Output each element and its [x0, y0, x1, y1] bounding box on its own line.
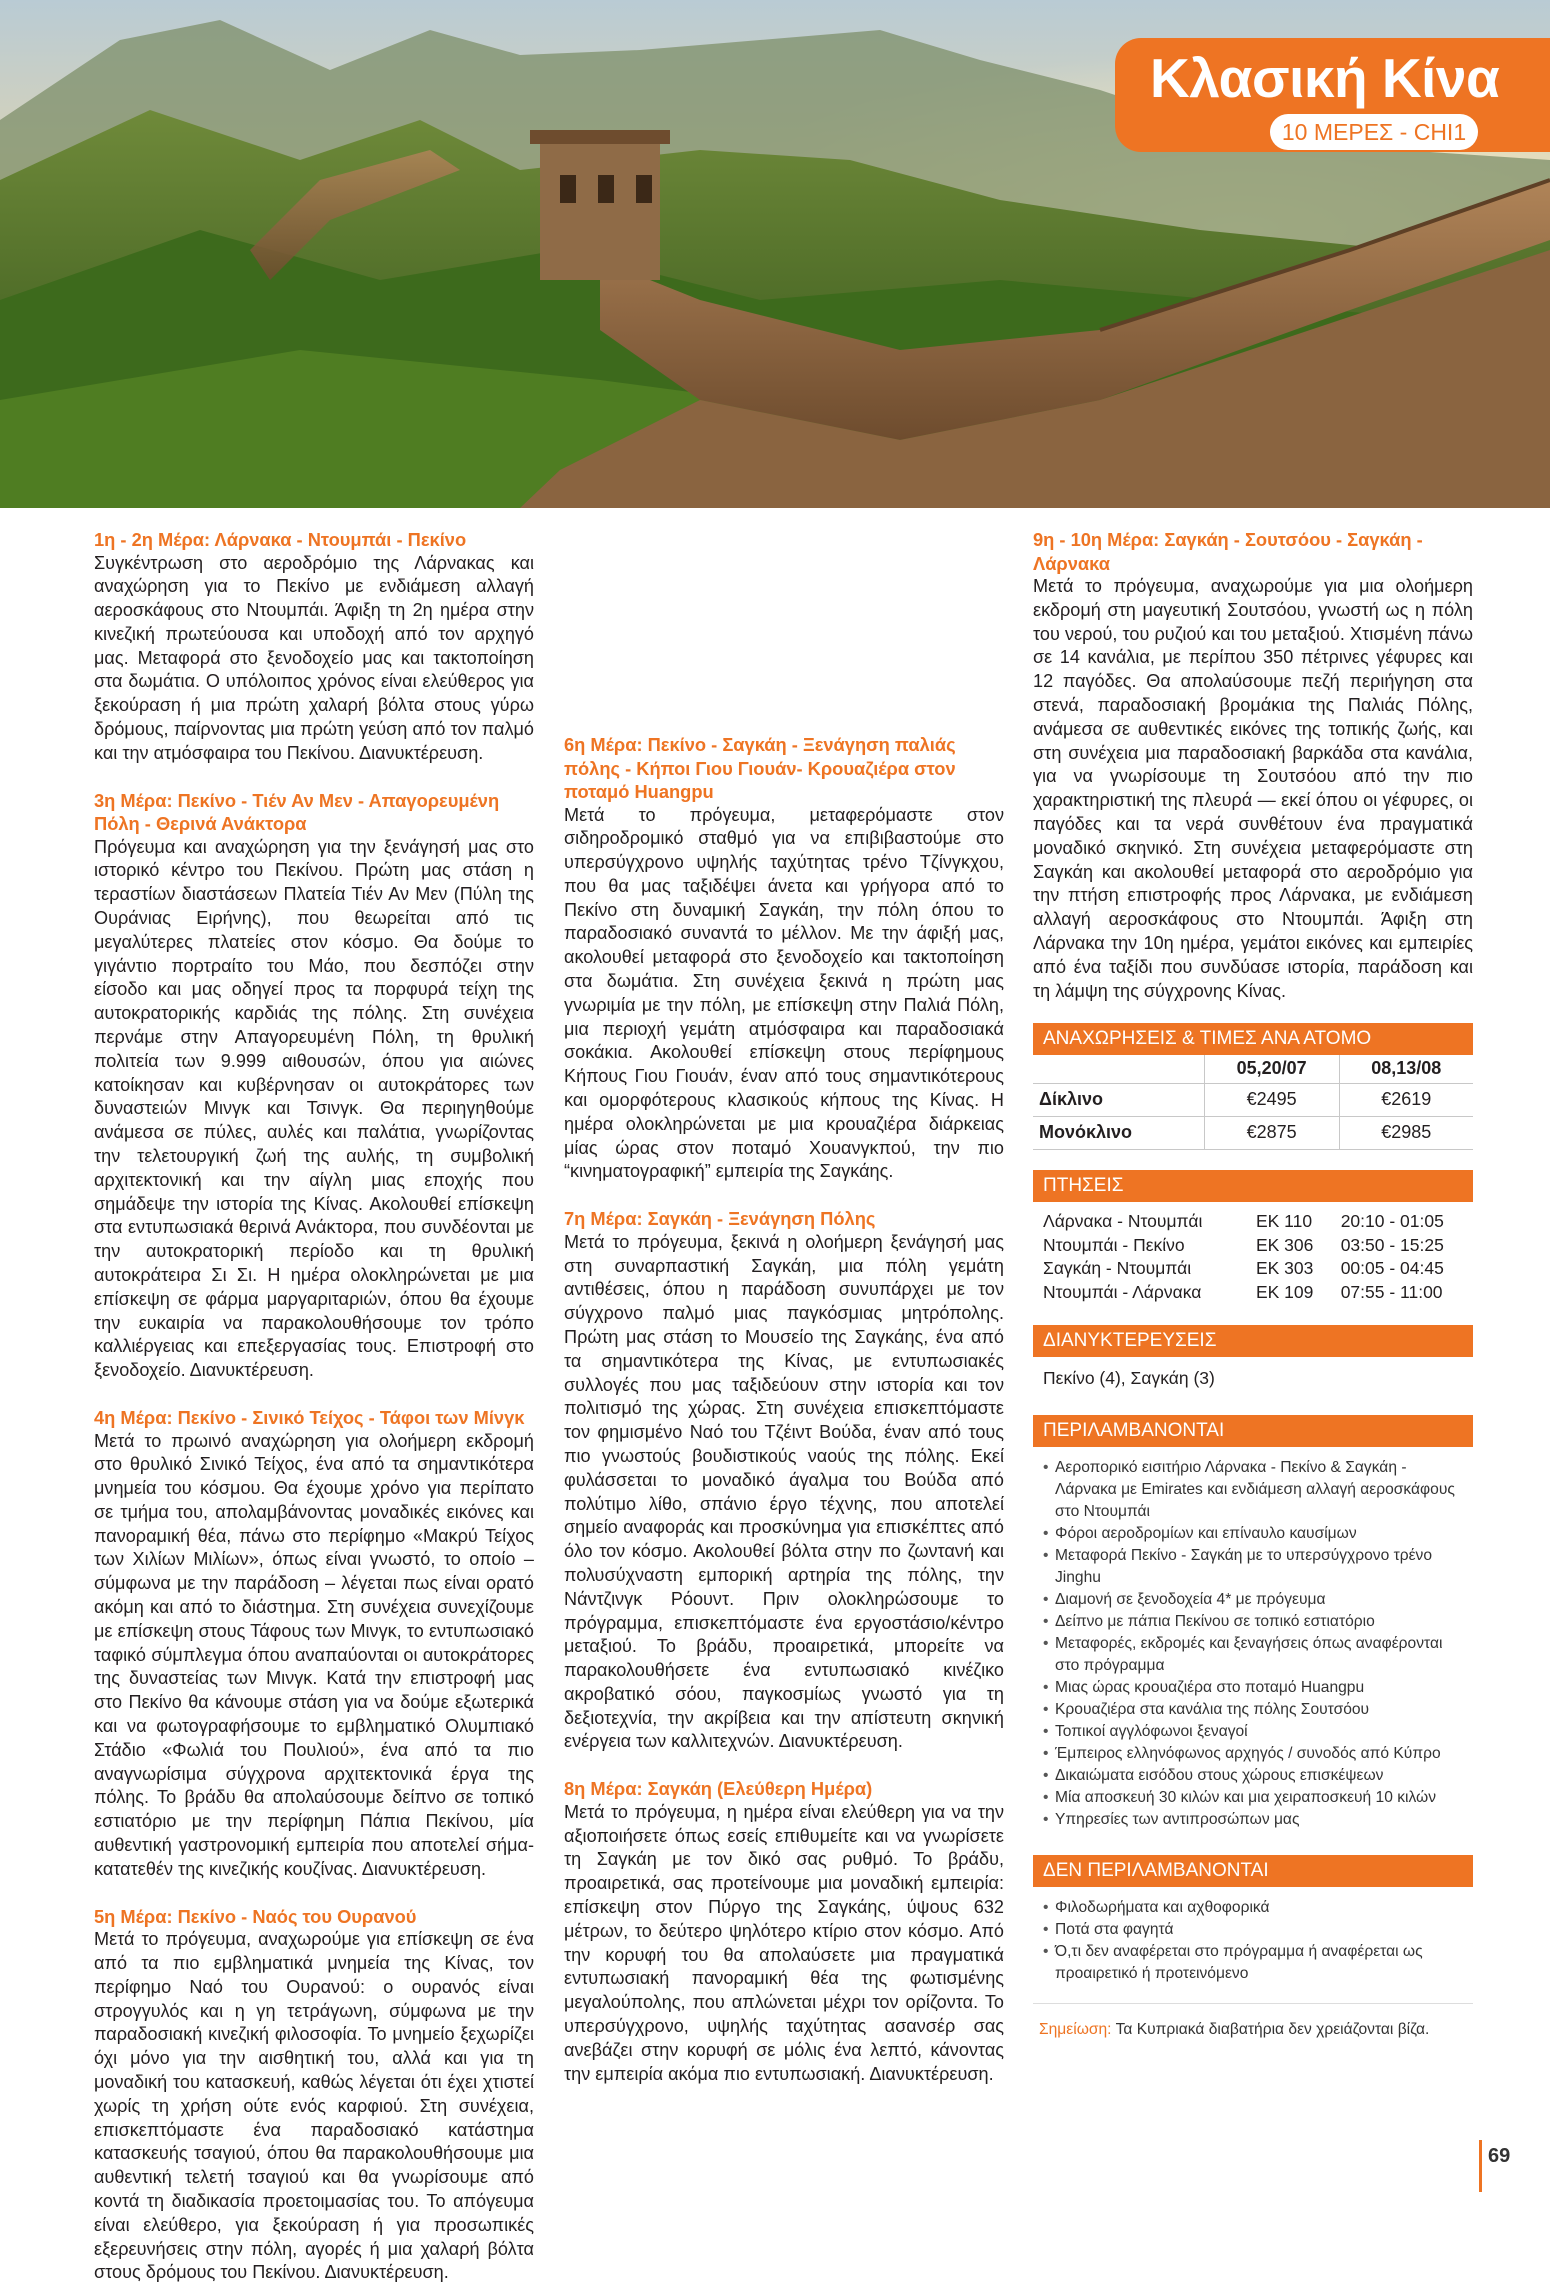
day-3-text: Πρόγευμα και αναχώρηση για την ξενάγησή μας στο ιστορικό κέντρο του Πεκίνου. Πρώτη μας στάση η τεραστίων διαστάσεων Πλατεία Τιέν Αν Μεν (Πύλη της Ουράνιας Ειρήνης), που θεωρείται από τις μεγαλύτερες πλατείες στον κόσμο. Θα δούμε το γιγάντιο πορτραίτο του Μάο, που δεσπόζει στην είσοδο και μας οδηγεί προς τα πορφυρά τείχη της αυτοκρατορικής καρδιάς της πόλης. Στη συνέχεια περνάμε στην Απαγορευμένη Πόλη, τη θρυλική πολιτεία των 9.999 αιθουσών, όπου για αιώνες κατοίκησαν και κυβέρνησαν οι αυτοκράτορες των δυναστειών Μινγκ και Τσινγκ. Θα περιηγηθούμε ανάμεσα σε πύλες, αυλές και παλάτια, γνωρίζοντας την τελετουργική ζωή της αυλής, τη συμβολική αρχιτεκτονική και την αίγλη μιας εποχής που σημάδεψε την ιστορία της Κίνας. Ακολουθεί επίσκεψη στα εντυπωσιακά θερινά Ανάκτορα, που συνδέονται με την αυτοκρατορική περίοδο και τη θρυλική αυτοκράτειρα Σι Σι. Η ημέρα ολοκληρώνεται με μια επίσκεψη σε φάρμα μαργαριταριών, όπου θα έχουμε την ευκαιρία να παρακολουθήσουμε τον τρόπο καλλιέργειας και επεξεργασίας τους. Επιστροφή στο ξενοδοχείο. Διανυκτέρευση.: [94, 836, 534, 1381]
price-value: €2875: [1204, 1116, 1339, 1149]
page-title: Κλασική Κίνα: [1150, 47, 1500, 109]
flight-row: [1033, 1234, 1473, 1258]
included-item: • Μιας ώρας κρουαζιέρα στο ποταμό Huangpu: [1043, 1677, 1465, 1699]
day-6-text: Μετά το πρόγευμα, μεταφερόμαστε στον σιδηροδρομικό σταθμό για να επιβιβαστούμε στο υπερσύγχρονο υψηλής ταχύτητας τρένο Τζίνγκχου, που θα μας ταξιδέψει άνετα και γρήγορα από το Πεκίνο στη δυναμική Σαγκάη, την πόλη όπου το παραδοσιακό συναντά το μέλλον. Με την άφιξή μας, ακολουθεί μεταφορά στο ξενοδοχείο και τακτοποίηση στα δωμάτια. Στη συνέχεια ξεκινά η πρώτη μας γνωριμία με την πόλη, με επίσκεψη στην Παλιά Πόλη, μια περιοχή γεμάτη ατμόσφαιρα και παραδοσιακά σοκάκια. Ακολουθεί επίσκεψη στους περίφημους Κήπους Γιου Γιουάν, έναν από τους σημαντικότερους και ομορφότερους κλασικούς κήπους της Κίνας. Η ημέρα ολοκληρώνεται με μια κρουαζιέρα διάρκειας μίας ώρας στον ποταμό Χουανγκπού, την πιο “κινηματογραφική” εμπειρία της Σαγκάης.: [564, 804, 1004, 1182]
day-1-2-heading: 1η - 2η Μέρα: Λάρνακα - Ντουμπάι - Πεκίνο: [94, 529, 467, 550]
price-row: [1033, 1083, 1473, 1116]
flight-row: [1033, 1257, 1473, 1281]
included-item: • Τοπικοί αγγλόφωνοι ξεναγοί: [1043, 1721, 1465, 1743]
day-7-heading: 7η Μέρα: Σαγκάη - Ξενάγηση Πόλης: [564, 1208, 876, 1230]
day-5-text: Μετά το πρόγευμα, αναχωρούμε για επίσκεψη σε ένα από τα πιο εμβληματικά μνημεία της Κίνας, τον περίφημο Ναό του Ουρανού: ο ουρανός είναι στρογγυλός και η γη τετράγωνη, σύμφωνα με την παραδοσιακή κινεζική φιλοσοφία. Το μνημείο ξεχωρίζει όχι μόνο για την αισθητική του, αλλά και για τη μοναδική του κατασκευή, καθώς λέγεται ότι έχει χτιστεί χωρίς τη χρήση ούτε ενός καρφιού. Στη συνέχεια, επισκεπτόμαστε ένα παραδοσιακό κατάστημα κατασκευής τσαγιού, όπου θα παρακολουθήσουμε μια αυθεντική τελετή τσαγιού και θα γνωρίσουμε από κοντά τη διαδικασία προετοιμασίας του. Το απόγευμα είναι ελεύθερο, για ξεκούραση ή για προσωπικές εξερευνήσεις στην πόλη, αγορές ή μια χαλαρή βόλτα στους δρόμους του Πεκίνου. Διανυκτέρευση.: [94, 1929, 534, 2283]
prices-heading: ΑΝΑΧΩΡΗΣΕΙΣ & ΤΙΜΕΣ ΑΝΑ ΑΤΟΜΟ: [1033, 1023, 1473, 1055]
day-3-heading: 3η Μέρα: Πεκίνο - Τιέν Αν Μεν - Απαγορευμένη Πόλη - Θερινά Ανάκτορα: [94, 789, 500, 835]
flight-time: 20:10 - 01:05: [1340, 1210, 1444, 1231]
flight-code: EK 306: [1255, 1234, 1314, 1255]
flight-time: 07:55 - 11:00: [1340, 1282, 1443, 1303]
included-item: • Φόροι αεροδρομίων και επίναυλο καυσίμων: [1043, 1523, 1465, 1545]
included-item: • Μία αποσκευή 30 κιλών και μια χειραποσκευή 10 κιλών: [1043, 1787, 1465, 1809]
excluded-item: • Ό,τι δεν αναφέρεται στο πρόγραμμα ή αναφέρεται ως προαιρετικό ή προτεινόμενο: [1043, 1941, 1465, 1985]
excluded-item: • Ποτά στα φαγητά: [1043, 1919, 1465, 1941]
nights-text: Πεκίνο (4), Σαγκάη (3): [1043, 1368, 1215, 1389]
included-item: • Κρουαζιέρα στα κανάλια της πόλης Σουτσόου: [1043, 1699, 1465, 1721]
included-item: • Μεταφορές, εκδρομές και ξεναγήσεις όπως αναφέρονται στο πρόγραμμα: [1043, 1633, 1465, 1677]
included-list: [1033, 1447, 1473, 1835]
included-item: • Δικαιώματα εισόδου στους χώρους επισκέψεων: [1043, 1765, 1465, 1787]
visa-note: [1033, 2003, 1473, 2042]
price-header-row: [1033, 1055, 1473, 1083]
flight-route: Σαγκάη - Ντουμπάι: [1043, 1258, 1192, 1279]
flights-table: [1033, 1210, 1473, 1305]
flight-row: [1033, 1210, 1473, 1234]
flight-route: Ντουμπάι - Λάρνακα: [1043, 1282, 1202, 1303]
flight-time: 00:05 - 04:45: [1340, 1258, 1444, 1279]
day-9-10-heading: 9η - 10η Μέρα: Σαγκάη - Σουτσόου - Σαγκάη - Λάρνακα: [1033, 529, 1423, 574]
included-heading: ΠΕΡΙΛΑΜΒΑΝΟΝΤΑΙ: [1033, 1415, 1473, 1447]
itinerary-column-1: [94, 528, 534, 2285]
excluded-list: [1033, 1887, 1473, 1989]
price-date-1: 05,20/07: [1204, 1055, 1339, 1083]
note-text: Τα Κυπριακά διαβατήρια δεν χρειάζονται βίζα.: [1111, 2020, 1430, 2038]
nights-heading: ΔΙΑΝΥΚΤΕΡΕΥΣΕΙΣ: [1033, 1325, 1473, 1357]
flights-heading: ΠΤΗΣΕΙΣ: [1033, 1170, 1473, 1202]
day-5-heading: 5η Μέρα: Πεκίνο - Ναός του Ουρανού: [94, 1905, 417, 1927]
day-4-heading: 4η Μέρα: Πεκίνο - Σινικό Τείχος - Τάφοι των Μίνγκ: [94, 1407, 525, 1428]
included-item: • Έμπειρος ελληνόφωνος αρχηγός / συνοδός από Κύπρο: [1043, 1743, 1465, 1765]
flight-code: EK 303: [1255, 1258, 1314, 1279]
note-label: Σημείωση:: [1039, 2020, 1112, 2038]
day-1-2-text: Συγκέντρωση στο αεροδρόμιο της Λάρνακας και αναχώρηση για το Πεκίνο με ενδιάμεση αλλαγή αεροσκάφους στο Ντουμπάι. Άφιξη τη 2η ημέρα στην κινεζική πρωτεύουσα και υποδοχή από τον αρχηγό μας. Μεταφορά στο ξενοδοχείο μας και τακτοποίηση στα δωμάτια. Ο υπόλοιπος χρόνος είναι ελεύθερος για ξεκούραση ή μια πρώτη χαλαρή βόλτα στους γύρω δρόμους, παίρνοντας μια πρώτη γεύση από τον παλμό και την ατμόσφαιρα του Πεκίνου. Διανυκτέρευση.: [94, 552, 534, 763]
day-8-heading: 8η Μέρα: Σαγκάη (Ελεύθερη Ημέρα): [564, 1778, 873, 1800]
day-8-text: Μετά το πρόγευμα, η ημέρα είναι ελεύθερη για να την αξιοποιήσετε όπως εσείς επιθυμείτε και να γνωρίσετε τη Σαγκάη με τον δικό σας ρυθμό. Το βράδυ, προαιρετικά, σας προτείνουμε μια μοναδική εμπειρία: επίσκεψη στον Πύργο της Σαγκάης, ύψους 632 μέτρων, το δεύτερο ψηλότερο κτίριο στον κόσμο. Από την κορυφή του θα απολαύσετε μια πραγματικά εντυπωσιακή πανοραμική θέα της φωτισμένης μεγαλούπολης, που απλώνεται μέχρι τον ορίζοντα. Το υπερσύγχρονο, υψηλής ταχύτητας ασανσέρ σας ανεβάζει στην κορυφή σε μόλις ένα λεπτό, κάνοντας την εμπειρία ακόμα πιο εντυπωσιακή. Διανυκτέρευση.: [564, 1801, 1004, 2084]
price-row: [1033, 1116, 1473, 1149]
page-number-bar: [1479, 2140, 1482, 2192]
day-4-text: Μετά το πρωινό αναχώρηση για ολοήμερη εκδρομή στο θρυλικό Σινικό Τείχος, ένα από τα σημαντικότερα μνημεία του κόσμου. Θα έχουμε χρόνο για περίπατο σε τμήμα του, απολαμβάνοντας μοναδικές εικόνες και πανοραμική θέα, πάνω στο περίφημο «Μακρύ Τείχος των Χιλίων Μιλίων», όπως είναι γνωστό, το οποίο – σύμφωνα με την παράδοση – λέγεται πως είναι ορατό ακόμη και από το διάστημα. Στη συνέχεια συνεχίζουμε με επίσκεψη στους Τάφους των Μινγκ, το εντυπωσιακό ταφικό σύμπλεγμα όπου αναπαύονται οι αυτοκράτορες της δυναστείας των Μινγκ. Κατά την επιστροφή μας στο Πεκίνο θα κάνουμε στάση για να δούμε εξωτερικά και να φωτογραφήσουμε το εμβληματικό Ολυμπιακό Στάδιο «Φωλιά του Πουλιού», ένα από τα πιο αναγνωρίσιμα σύγχρονα αρχιτεκτονικά έργα της πόλης. Το βράδυ θα απολαύσουμε δείπνο σε τοπικό εστιατόριο με την περίφημη Πάπια Πεκίνου, μία αυθεντική γαστρονομική εμπειρία που αποτελεί σήμα-κατατεθέν της κινεζικής κουζίνας. Διανυκτέρευση.: [94, 1430, 534, 1879]
price-value: €2495: [1204, 1083, 1339, 1116]
flight-row: [1033, 1281, 1473, 1305]
included-item: • Δείπνο με πάπια Πεκίνου σε τοπικό εστιατόριο: [1043, 1611, 1465, 1633]
price-header-empty: [1033, 1055, 1204, 1083]
room-type-label: Δίκλινο: [1033, 1083, 1204, 1116]
flight-time: 03:50 - 15:25: [1340, 1234, 1444, 1255]
included-item: • Μεταφορά Πεκίνο - Σαγκάη με το υπερσύγχρονο τρένο Jinghu: [1043, 1545, 1465, 1589]
included-item: • Διαμονή σε ξενοδοχεία 4* με πρόγευμα: [1043, 1589, 1465, 1611]
included-item: • Αεροπορικό εισιτήριο Λάρνακα - Πεκίνο & Σαγκάη - Λάρνακα με Emirates και ενδιάμεση αλλαγή αεροσκάφους στο Ντουμπάι: [1043, 1457, 1465, 1523]
excluded-heading: ΔΕΝ ΠΕΡΙΛΑΜΒΑΝΟΝΤΑΙ: [1033, 1855, 1473, 1887]
room-type-label: Μονόκλινο: [1033, 1116, 1204, 1149]
tour-code: 10 ΜΕΡΕΣ - CHI1: [1281, 119, 1467, 145]
flight-code: EK 110: [1255, 1210, 1313, 1231]
included-item: • Υπηρεσίες των αντιπροσώπων μας: [1043, 1809, 1465, 1831]
itinerary-column-3: [1033, 528, 1473, 2042]
price-date-2: 08,13/08: [1339, 1055, 1473, 1083]
day-6-heading: 6η Μέρα: Πεκίνο - Σαγκάη - Ξενάγηση παλιάς πόλης - Κήποι Γιου Γιουάν- Κρουαζιέρα στον ποταμό Huangpu: [564, 734, 956, 802]
excluded-item: • Φιλοδωρήματα και αχθοφορικά: [1043, 1897, 1465, 1919]
flight-route: Λάρνακα - Ντουμπάι: [1043, 1210, 1203, 1231]
price-value: €2619: [1339, 1083, 1473, 1116]
flight-code: EK 109: [1255, 1282, 1314, 1303]
day-9-10-text: Μετά το πρόγευμα, αναχωρούμε για μια ολοήμερη εκδρομή στη μαγευτική Σουτσόου, γνωστή ως η πόλη του νερού, του ρυζιού και του μεταξιού. Χτισμένη πάνω σε 14 κανάλια, με περίπου 350 πέτρινες γέφυρες και 12 παγόδες. Θα απολαύσουμε πεζή περιήγηση στα στενά, παραδοσιακή βρομάκια της Παλιάς Πόλης, ανάμεσα σε αυθεντικές εικόνες της τοπικής ζωής, και στη συνέχεια μια παραδοσιακή βαρκάδα στα κανάλια, για να γνωρίσουμε τη Σουτσόου από την πιο χαρακτηριστική της πλευρά — εκεί όπου οι γέφυρες, οι παγόδες και τα νερά συνθέτουν ένα πραγματικά μοναδικό σκηνικό. Στη συνέχεια μεταφερόμαστε στη Σαγκάη και ακολουθεί μεταφορά στο αεροδρόμιο για την πτήση επιστροφής προς Λάρνακα, με ενδιάμεση αλλαγή αεροσκάφους στο Ντουμπάι. Άφιξη στη Λάρνακα την 10η ημέρα, γεμάτοι εικόνες και εμπειρίες από ένα ταξίδι που συνδύασε ιστορία, παράδοση και τη λάμψη της σύγχρονης Κίνας.: [1033, 576, 1473, 1001]
itinerary-column-2: [564, 528, 1004, 2086]
page-number: 69: [1488, 2145, 1511, 2167]
price-table: [1033, 1055, 1473, 1150]
day-7-text: Μετά το πρόγευμα, ξεκινά η ολοήμερη ξενάγησή μας στη συναρπαστική Σαγκάη, μια πόλη γεμάτη αντιθέσεις, όπου η παράδοση συνυπάρχει με τον σύγχρονο παλμό μιας παγκόσμιας μητρόπολης. Πρώτη μας στάση το Μουσείο της Σαγκάης, ένα από τα σημαντικότερα της Κίνας, με εντυπωσιακές συλλογές που μας ταξιδεύουν στην ιστορία και τον πολιτισμό της χώρας. Στη συνέχεια επισκεπτόμαστε τον φημισμένο Ναό του Τζέιντ Βούδα, έναν από τους πιο γνωστούς βουδιστικούς ναούς της πόλης. Εκεί φυλάσσεται το μοναδικό άγαλμα του Βούδα από πολύτιμο λίθο, σπάνιο έργο τέχνης, που αποτελεί σημείο αναφοράς και προσκύνημα για επισκέπτες από όλο τον κόσμο. Ακολουθεί βόλτα στην πο ζωντανή και πολυσύχναστη εμπορική αρτηρία της πόλης, την Νάντζινγκ Ρόουντ. Πριν ολοκληρώσουμε το πρόγραμμα, επισκεπτόμαστε ένα εργοστάσιο/κέντρο μεταξιού. Το βράδυ, προαιρετικά, μπορείτε να παρακολουθήσετε ένα εντυπωσιακό κινέζικο ακροβατικό σόου, παγκοσμίως γνωστό για τη δεξιοτεχνία, την ακρίβεια και την απίστευτη σκηνική ενέργεια των καλλιτεχνών. Διανυκτέρευση.: [564, 1231, 1004, 1752]
flight-route: Ντουμπάι - Πεκίνο: [1043, 1234, 1185, 1255]
price-value: €2985: [1339, 1116, 1473, 1149]
